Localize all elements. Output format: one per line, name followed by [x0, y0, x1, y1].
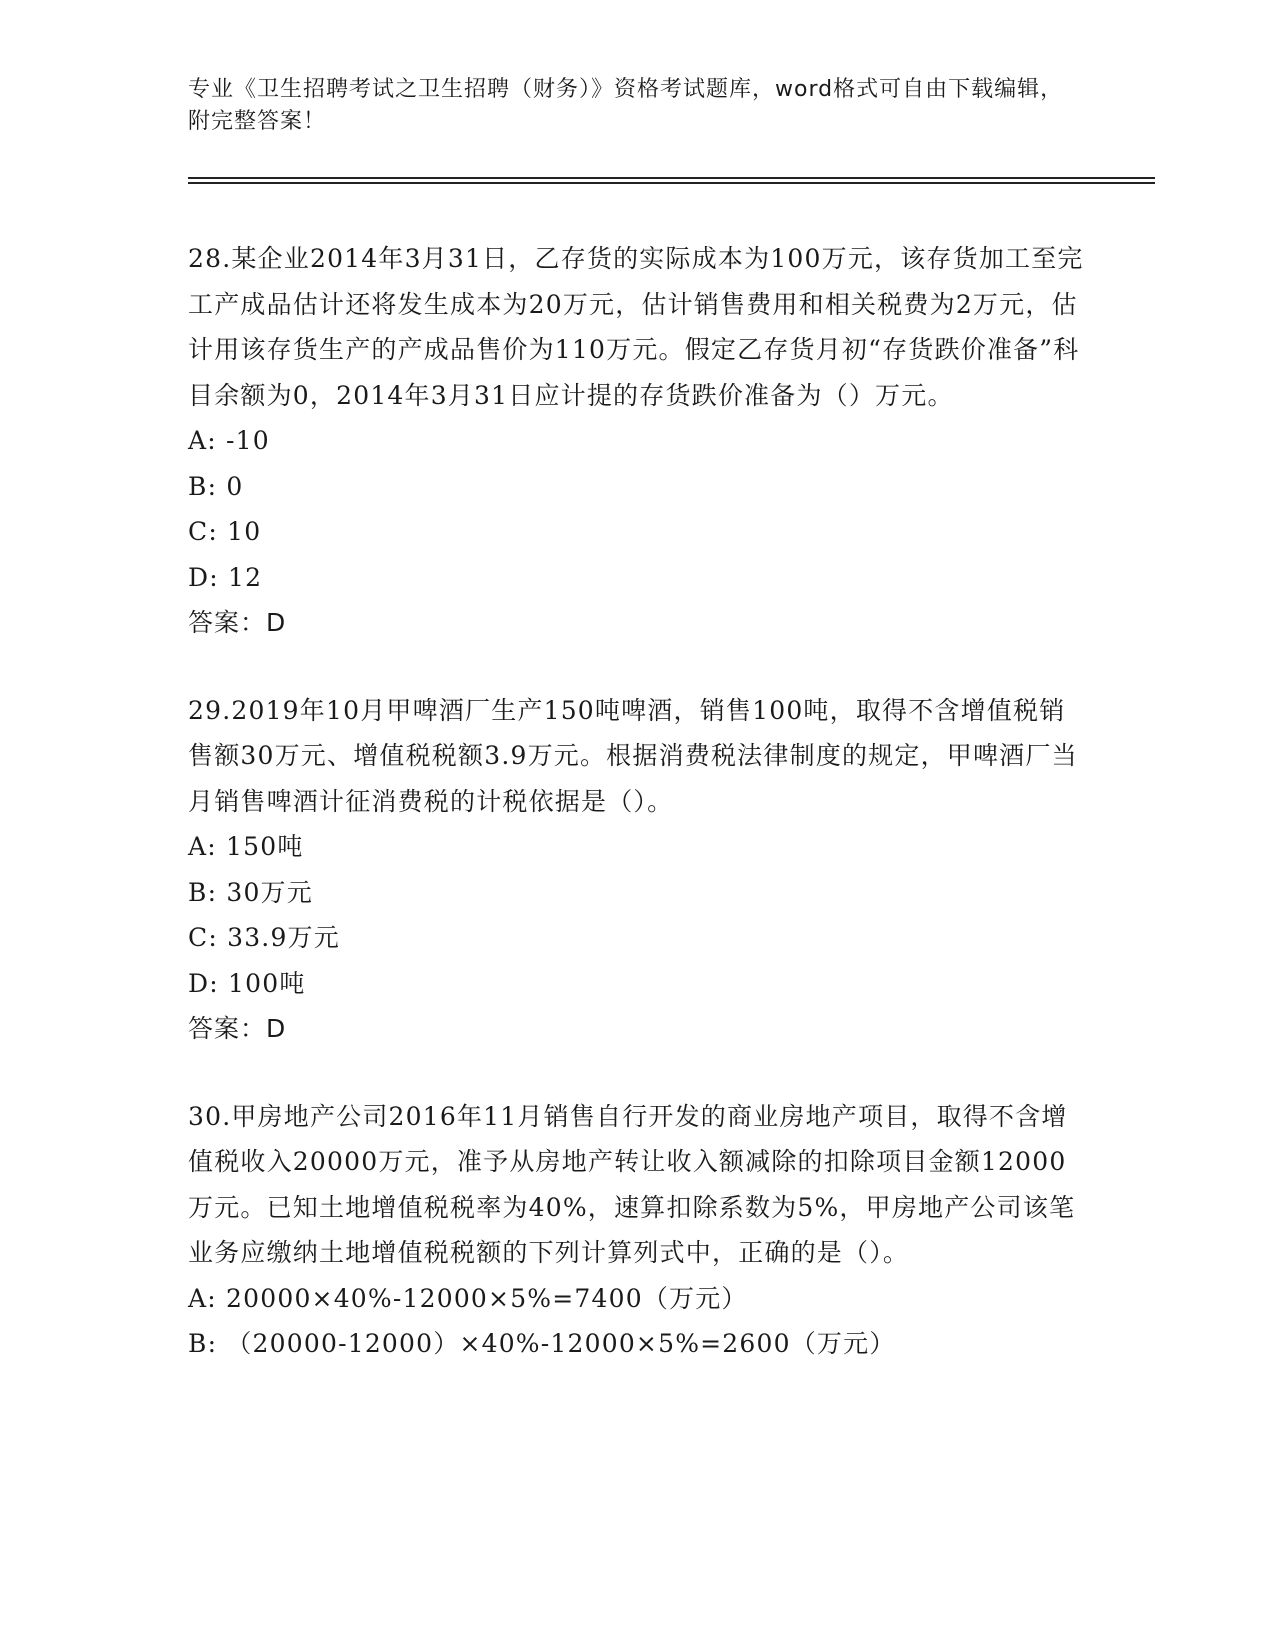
- option-b: B: 0: [188, 471, 244, 501]
- option-b: B: 30万元: [188, 877, 313, 907]
- question-stem: 30.甲房地产公司2016年11月销售自行开发的商业房地产项目，取得不含增值税收入20000万元，准予从房地产转让收入额减除的扣除项目金额12000万元。已知土地增值税税率为40%，速算扣除系数为5%，甲房地产公司该笔业务应缴纳土地增值税税额的下列计算列式中，正确的是（）。: [188, 1101, 1076, 1267]
- option-a: A: 20000×40%-12000×5%=7400（万元）: [188, 1283, 748, 1313]
- answer-label: 答案：D: [188, 1014, 287, 1043]
- option-d: D: 100吨: [188, 968, 306, 998]
- option-c: C: 33.9万元: [188, 923, 340, 952]
- answer-label: 答案：D: [188, 608, 287, 637]
- question-stem: 29.2019年10月甲啤酒厂生产150吨啤酒，销售100吨，取得不含增值税销售额30万元、增值税税额3.9万元。根据消费税法律制度的规定，甲啤酒厂当月销售啤酒计征消费税的计税依据是（）。: [188, 695, 1078, 816]
- option-c: C: 10: [188, 517, 262, 546]
- option-d: D: 12: [188, 562, 263, 592]
- question-28: [188, 236, 1088, 646]
- question-stem: 28.某企业2014年3月31日，乙存货的实际成本为100万元，该存货加工至完工产成品估计还将发生成本为20万元，估计销售费用和相关税费为2万元，估计用该存货生产的产成品售价为110万元。假定乙存货月初“存货跌价准备”科目余额为0，2014年3月31日应计提的存货跌价准备为（）万元。: [188, 244, 1084, 410]
- header-divider-second: [188, 182, 1155, 184]
- question-30: [188, 1094, 1088, 1367]
- option-b: B: （20000-12000）×40%-12000×5%=2600（万元）: [188, 1329, 896, 1358]
- document-header: 专业《卫生招聘考试之卫生招聘（财务）》资格考试题库，word格式可自由下载编辑，附完整答案！: [188, 77, 1064, 134]
- header-divider: [188, 177, 1155, 179]
- option-a: A: 150吨: [188, 832, 304, 861]
- question-29: [188, 688, 1088, 1052]
- question-list: [188, 236, 1088, 1409]
- option-a: A: -10: [188, 426, 270, 455]
